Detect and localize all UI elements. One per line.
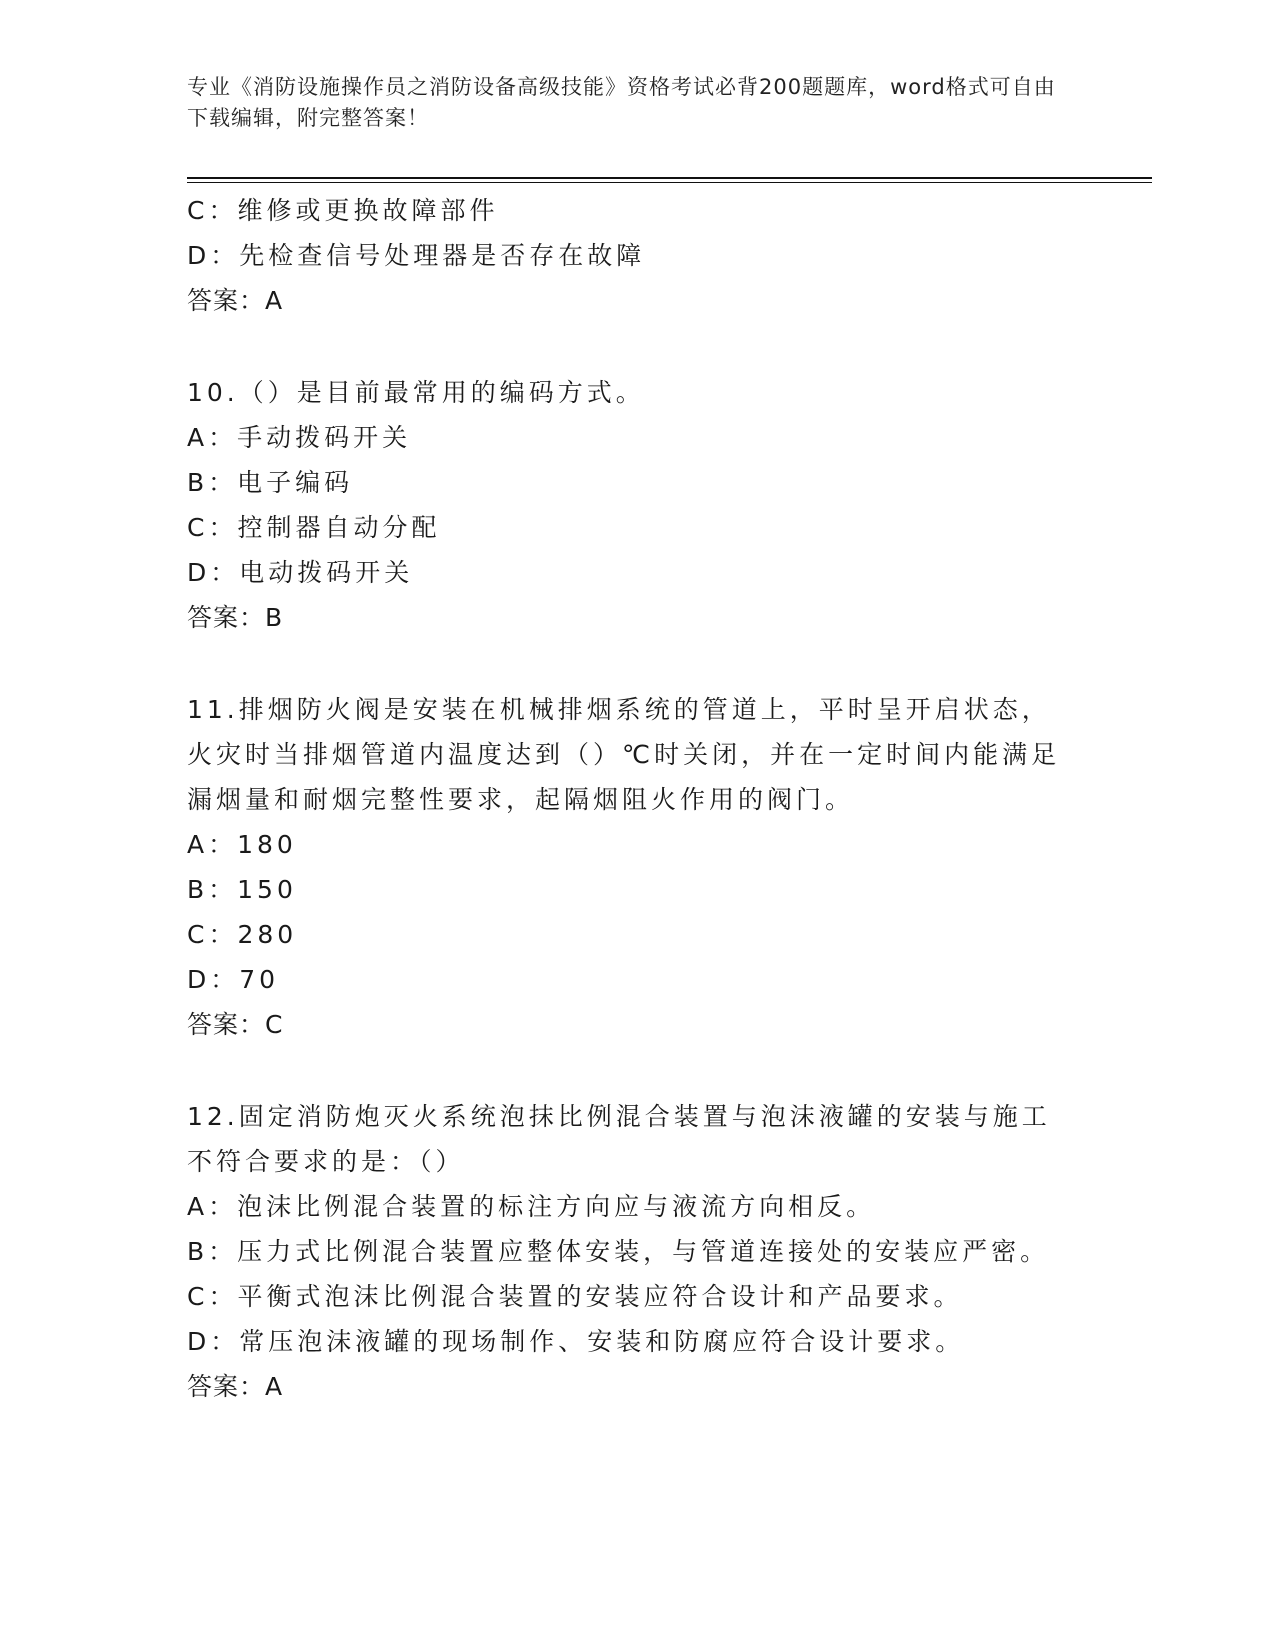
option-label: C： bbox=[187, 1282, 238, 1311]
option-label: D： bbox=[187, 558, 240, 587]
option-d bbox=[187, 550, 1087, 595]
option-c bbox=[187, 188, 1087, 233]
spacer bbox=[187, 1047, 1087, 1094]
question-block-9 bbox=[187, 188, 1087, 323]
question-block-11 bbox=[187, 687, 1087, 1047]
header-divider-thin bbox=[187, 182, 1152, 183]
option-label: C： bbox=[187, 196, 238, 225]
option-label: D： bbox=[187, 1327, 240, 1356]
option-text: 70 bbox=[239, 965, 280, 994]
option-d bbox=[187, 957, 1087, 1002]
option-b bbox=[187, 867, 1087, 912]
document-header: 专业《消防设施操作员之消防设备高级技能》资格考试必背200题题库，word格式可自由下载编辑，附完整答案！ bbox=[187, 75, 1056, 130]
option-a bbox=[187, 415, 1087, 460]
document-body bbox=[187, 188, 1087, 1409]
answer: 答案：A bbox=[187, 1372, 284, 1401]
option-text: 手动拨码开关 bbox=[237, 423, 412, 452]
option-label: B： bbox=[187, 1237, 238, 1266]
question-stem: 10.（）是目前最常用的编码方式。 bbox=[187, 378, 645, 407]
option-d bbox=[187, 233, 1087, 278]
option-text: 电动拨码开关 bbox=[239, 558, 414, 587]
header-divider-thick bbox=[187, 177, 1152, 179]
option-label: D： bbox=[187, 965, 240, 994]
option-label: C： bbox=[187, 513, 238, 542]
option-b bbox=[187, 460, 1087, 505]
option-label: B： bbox=[187, 468, 238, 497]
option-label: C： bbox=[187, 920, 238, 949]
option-text: 常压泡沫液罐的现场制作、安装和防腐应符合设计要求。 bbox=[239, 1327, 965, 1356]
option-text: 维修或更换故障部件 bbox=[237, 196, 499, 225]
answer: 答案：A bbox=[187, 286, 284, 315]
option-c bbox=[187, 505, 1087, 550]
option-c bbox=[187, 1274, 1087, 1319]
answer: 答案：C bbox=[187, 1010, 284, 1039]
question-stem: 11.排烟防火阀是安装在机械排烟系统的管道上，平时呈开启状态，火灾时当排烟管道内温度达到（）℃时关闭，并在一定时间内能满足漏烟量和耐烟完整性要求，起隔烟阻火作用的阀门。 bbox=[187, 695, 1061, 814]
option-label: D： bbox=[187, 241, 240, 270]
option-c bbox=[187, 912, 1087, 957]
question-block-12 bbox=[187, 1094, 1087, 1409]
option-text: 150 bbox=[237, 875, 297, 904]
option-text: 泡沫比例混合装置的标注方向应与液流方向相反。 bbox=[237, 1192, 876, 1221]
option-label: A： bbox=[187, 423, 238, 452]
option-label: A： bbox=[187, 830, 238, 859]
option-text: 平衡式泡沫比例混合装置的安装应符合设计和产品要求。 bbox=[237, 1282, 963, 1311]
option-b bbox=[187, 1229, 1087, 1274]
option-text: 控制器自动分配 bbox=[237, 513, 441, 542]
option-text: 180 bbox=[237, 830, 297, 859]
question-stem: 12.固定消防炮灭火系统泡抹比例混合装置与泡沫液罐的安装与施工不符合要求的是：（） bbox=[187, 1102, 1051, 1176]
option-label: B： bbox=[187, 875, 238, 904]
option-text: 先检查信号处理器是否存在故障 bbox=[239, 241, 646, 270]
spacer bbox=[187, 640, 1087, 687]
option-text: 电子编码 bbox=[237, 468, 354, 497]
option-a bbox=[187, 1184, 1087, 1229]
option-d bbox=[187, 1319, 1087, 1364]
option-label: A： bbox=[187, 1192, 238, 1221]
option-a bbox=[187, 822, 1087, 867]
question-block-10 bbox=[187, 370, 1087, 640]
answer: 答案：B bbox=[187, 603, 284, 632]
option-text: 压力式比例混合装置应整体安装，与管道连接处的安装应严密。 bbox=[237, 1237, 1050, 1266]
option-text: 280 bbox=[237, 920, 298, 949]
spacer bbox=[187, 323, 1087, 370]
